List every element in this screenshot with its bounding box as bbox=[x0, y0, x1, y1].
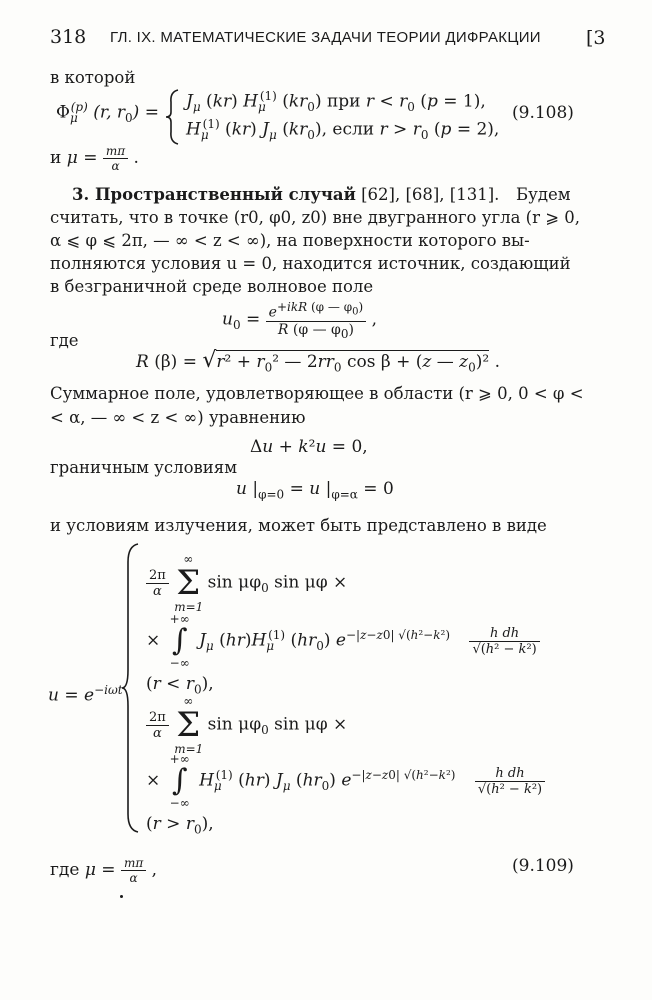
eq108-case2: $H_\mu^{(1)}$ (kr) $J_\mu$ $(kr_0)$, если $r > r_0$ (p = 2), bbox=[186, 117, 500, 143]
case1-sum-line: $\frac{2\pi}{\alpha}$ ∞ Σ m=1 $\sin \mu\varphi_0$ sin μφ × bbox=[146, 552, 347, 614]
para3: и условиям излучения, может быть представлено в виде bbox=[50, 516, 547, 535]
case2-integral-line: × +∞ ∫ −∞ $H_\mu^{(1)}$ (hr) $J_\mu$ $(hr_0)$ $e^{-|z-z0| √(h^2-k^2)}$ $\frac{\text{h dh}}{\text{√(h² − k²)}}$ bbox=[146, 752, 545, 810]
left-brace-108 bbox=[164, 88, 182, 146]
para2-line2: < α, — ∞ < z < ∞) уравнению bbox=[50, 408, 306, 427]
case2-sum-line: $\frac{2\pi}{\alpha}$ ∞ Σ m=1 $\sin \mu\varphi_0$ sin μφ × bbox=[146, 694, 347, 756]
running-title: ГЛ. IX. МАТЕМАТИЧЕСКИЕ ЗАДАЧИ ТЕОРИИ ДИФРАКЦИИ bbox=[110, 29, 541, 46]
boundary-label: граничным условиям bbox=[50, 458, 238, 477]
where-mu-definition: где μ = $\frac{m\pi}{\alpha}$ , bbox=[50, 856, 158, 885]
print-speck bbox=[120, 895, 123, 898]
section-refs: [62], [68], [131]. bbox=[361, 185, 500, 204]
eq108-lhs: $\Phi_\mu^{(p)}$ (r, $r_0$) = bbox=[56, 100, 159, 126]
and-mu-definition: и μ = $\frac{m\pi}{\alpha}$ . bbox=[50, 144, 139, 173]
para1-line5: в безграничной среде волновое поле bbox=[50, 277, 374, 296]
para1-line1-end: Будем bbox=[516, 185, 571, 204]
case1-integral-line: × +∞ ∫ −∞ $J_\mu$ $(hr)H_\mu^{(1)}$ $(hr_0)$ $e^{-|z-z0| √(h^2-k^2)}$ $\frac{\text{h dh}}{\text{√(h² − k²)}}$ bbox=[146, 612, 540, 670]
case2-condition: $(r > r_0)$, bbox=[146, 814, 214, 837]
para1-line3: α ⩽ φ ⩽ 2π, — ∞ < z < ∞), на поверхности которого вы- bbox=[50, 231, 530, 250]
section-title bbox=[72, 185, 499, 204]
eq108-case1: $J_\mu$ (kr) $H_\mu^{(1)}$ $(kr_0)$ при $r < r_0$ (p = 1), bbox=[186, 89, 486, 115]
para1-line4: полняются условия u = 0, находится источник, создающий bbox=[50, 254, 571, 273]
big-left-brace bbox=[120, 542, 142, 834]
boundary-equation: u $|_{\varphi=0} = u$ $|_{\varphi=\alpha} = 0$ bbox=[236, 479, 394, 502]
u0-formula: $u_0$ = $\frac{e^{+ikR (\varphi — \varphi_0)}}{R (\varphi — \varphi_0)}$ , bbox=[222, 300, 377, 341]
eq109-number: (9.109) bbox=[512, 856, 574, 876]
page-number: 318 bbox=[50, 26, 87, 48]
helmholtz-equation: Δu + k²u = 0, bbox=[250, 437, 368, 457]
section-mark: [3 bbox=[586, 27, 606, 49]
where-label-1: где bbox=[50, 331, 79, 350]
section-title-text: 3. Пространственный случай bbox=[72, 185, 356, 204]
u-lhs: $u = e^{-i\omega t}$ bbox=[48, 683, 123, 706]
para2-line1: Суммарное поле, удовлетворяющее в области (r ⩾ 0, 0 < φ < bbox=[50, 384, 584, 403]
eq108-number: (9.108) bbox=[512, 103, 574, 123]
case1-condition: $(r < r_0)$, bbox=[146, 674, 214, 697]
r-beta-formula: R $(\beta) = √r^2 + r_0^2$ — $2rr_0$ cos β + (z — $z_0)^2$ . bbox=[136, 348, 501, 375]
para1-line2: считать, что в точке (r0, φ0, z0) вне двугранного угла (r ⩾ 0, bbox=[50, 208, 581, 227]
text-in-which: в которой bbox=[50, 68, 136, 87]
